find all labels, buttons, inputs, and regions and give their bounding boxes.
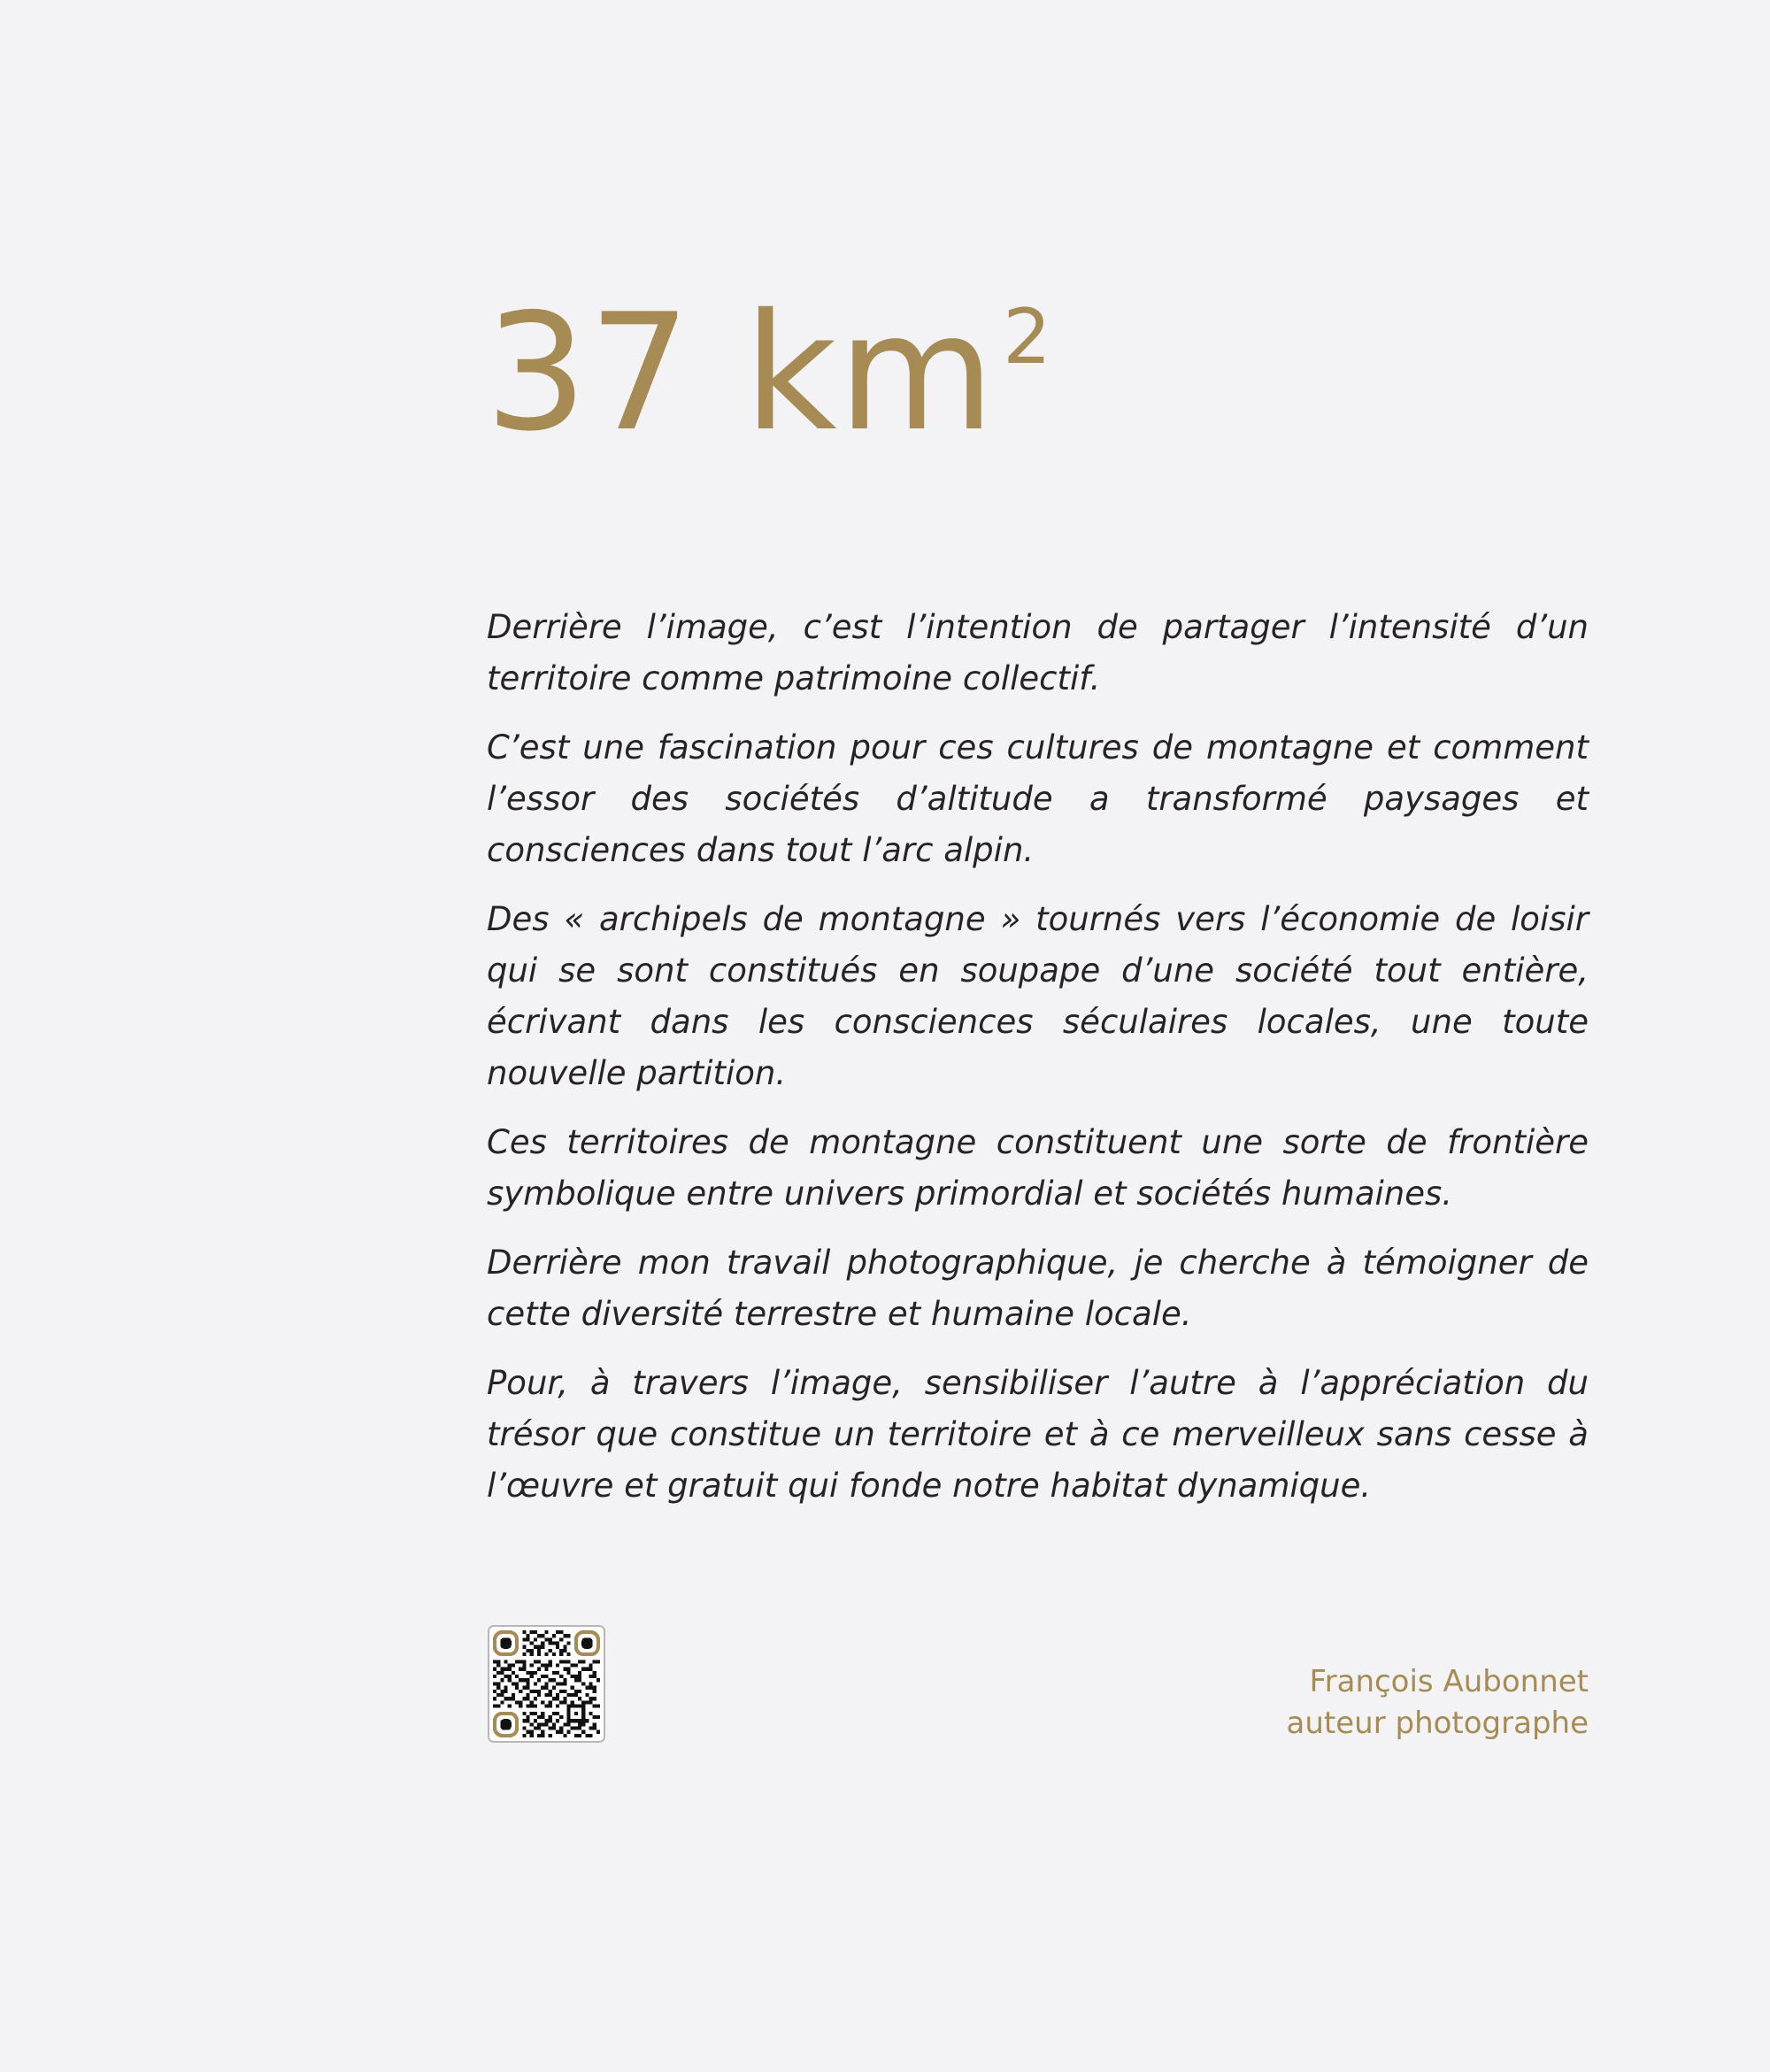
qr-code-icon <box>493 1630 600 1737</box>
paragraph: C’est une fascination pour ces cultures de montagne et comment l’essor des sociétés d’altitude a transformé paysages et consciences dans tout l’arc alpin. <box>487 728 1589 869</box>
page-title <box>485 279 1052 466</box>
qr-code[interactable] <box>488 1625 605 1743</box>
page-title-text: 37 km <box>485 279 997 466</box>
paragraph: Ces territoires de montagne constituent une sorte de frontière symbolique entre univers primordial et sociétés humaines. <box>487 1123 1589 1213</box>
author-role: auteur photographe <box>1286 1706 1589 1741</box>
page-title-superscript: 2 <box>1003 293 1052 381</box>
body-text <box>487 602 1589 1529</box>
paragraph: Derrière l’image, c’est l’intention de partager l’intensité d’un territoire comme patrimoine collectif. <box>487 608 1589 697</box>
paragraph: Des « archipels de montagne » tournés vers l’économie de loisir qui se sont constitués en soupape d’une société tout entière, écrivant dans les consciences séculaires locales, une toute nouvelle partition. <box>487 900 1589 1092</box>
paragraph: Pour, à travers l’image, sensibiliser l’autre à l’appréciation du trésor que constitue un territoire et à ce merveilleux sans cesse à l’œuvre et gratuit qui fonde notre habitat dynamique. <box>487 1364 1589 1505</box>
author-signature <box>1287 1661 1589 1745</box>
author-name: François Aubonnet <box>1309 1664 1589 1699</box>
paragraph: Derrière mon travail photographique, je cherche à témoigner de cette diversité terrestre et humaine locale. <box>487 1244 1589 1333</box>
